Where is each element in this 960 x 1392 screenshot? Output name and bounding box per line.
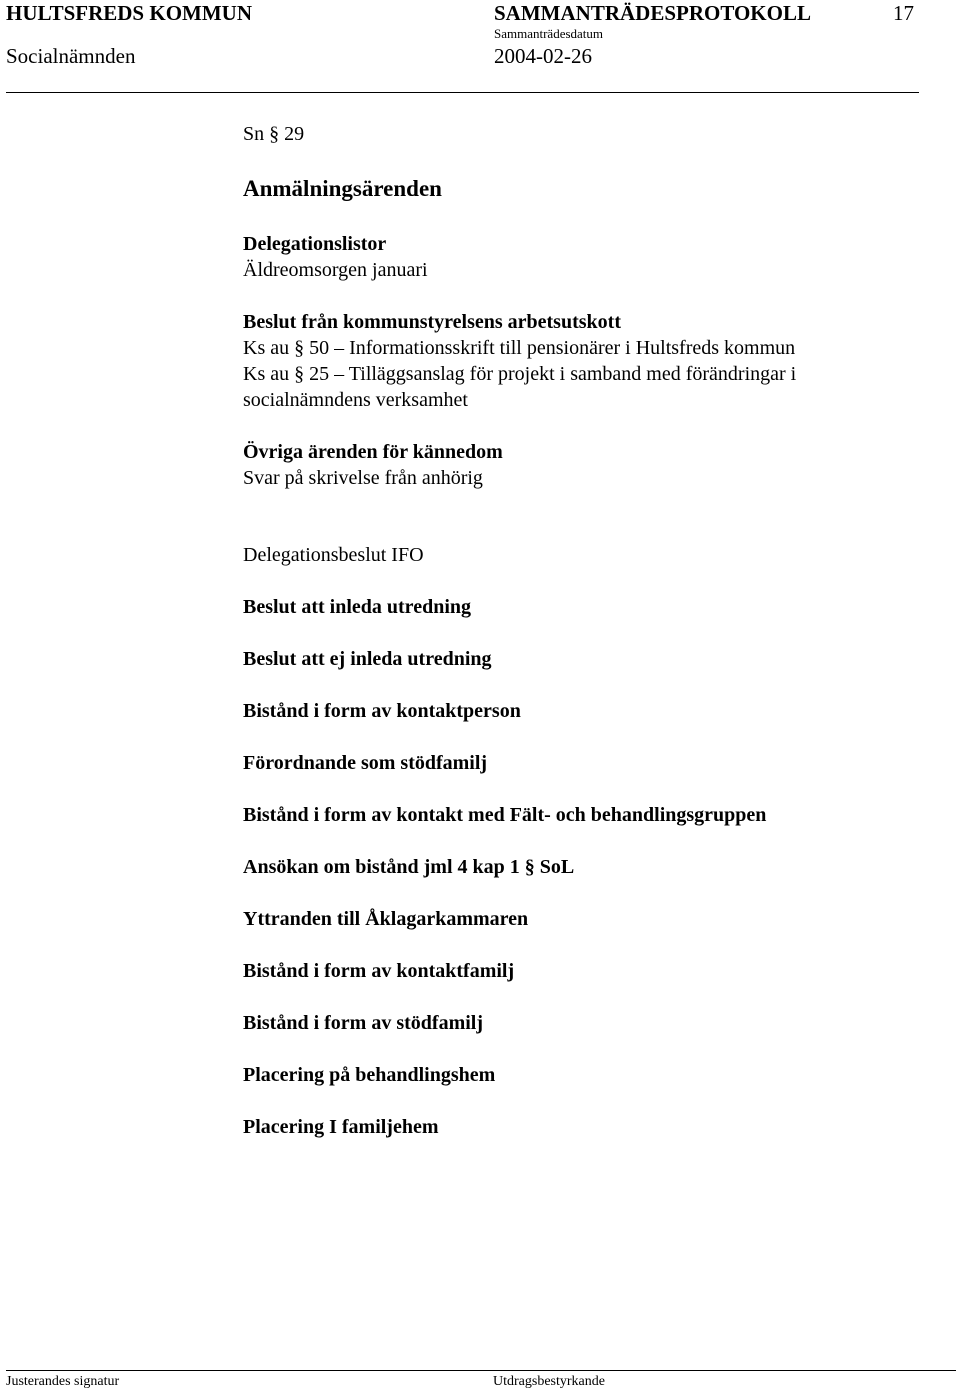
- ifo-decision-item: Bistånd i form av kontaktperson: [243, 700, 521, 722]
- ifo-decision-list: [243, 594, 766, 1166]
- ifo-decision-item: Placering på behandlingshem: [243, 1064, 496, 1086]
- other-matters-heading: Övriga ärenden för kännedom: [243, 441, 503, 463]
- meeting-date-label: Sammanträdesdatum: [494, 26, 604, 41]
- ifo-decision-item: Yttranden till Åklagarkammaren: [243, 908, 529, 930]
- ifo-decision-item: Beslut att ej inleda utredning: [243, 648, 492, 670]
- ifo-decision-item: Bistånd i form av stödfamilj: [243, 1012, 483, 1034]
- extract-certification-label: Utdragsbestyrkande: [493, 1374, 605, 1389]
- other-matters-block: [243, 439, 503, 491]
- page-number: 17: [893, 1, 914, 25]
- committee-name: Socialnämnden: [6, 44, 136, 68]
- section-title: Anmälningsärenden: [243, 176, 442, 201]
- delegation-lists-item: Äldreomsorgen januari: [243, 259, 428, 281]
- ks-decisions-block: [243, 309, 796, 413]
- ks-decision-line: Ks au § 50 – Informationsskrift till pensionärer i Hultsfreds kommun: [243, 337, 796, 359]
- document-type: SAMMANTRÄDESPROTOKOLL: [494, 1, 811, 25]
- header-divider: [6, 92, 919, 93]
- organization-name: HULTSFREDS KOMMUN: [6, 1, 253, 25]
- delegation-lists-heading: Delegationslistor: [243, 233, 387, 255]
- paragraph-number: Sn § 29: [243, 123, 305, 145]
- ifo-decision-item: Förordnande som stödfamilj: [243, 752, 488, 774]
- ks-decision-line: socialnämndens verksamhet: [243, 389, 468, 411]
- ks-decision-line: Ks au § 25 – Tilläggsanslag för projekt i samband med förändringar i: [243, 363, 797, 385]
- ifo-decision-item: Placering I familjehem: [243, 1116, 439, 1138]
- delegation-lists-block: [243, 231, 428, 283]
- adjuster-signature-label: Justerandes signatur: [6, 1374, 120, 1389]
- ks-decisions-heading: Beslut från kommunstyrelsens arbetsutskott: [243, 311, 621, 333]
- meeting-date: 2004-02-26: [494, 44, 592, 68]
- footer-divider: [6, 1370, 956, 1371]
- ifo-heading: Delegationsbeslut IFO: [243, 544, 424, 566]
- ifo-decision-item: Bistånd i form av kontaktfamilj: [243, 960, 515, 982]
- ifo-decision-item: Ansökan om bistånd jml 4 kap 1 § SoL: [243, 856, 575, 878]
- ifo-decision-item: Beslut att inleda utredning: [243, 596, 471, 618]
- ifo-decision-item: Bistånd i form av kontakt med Fält- och behandlingsgruppen: [243, 804, 767, 826]
- other-matters-item: Svar på skrivelse från anhörig: [243, 467, 483, 489]
